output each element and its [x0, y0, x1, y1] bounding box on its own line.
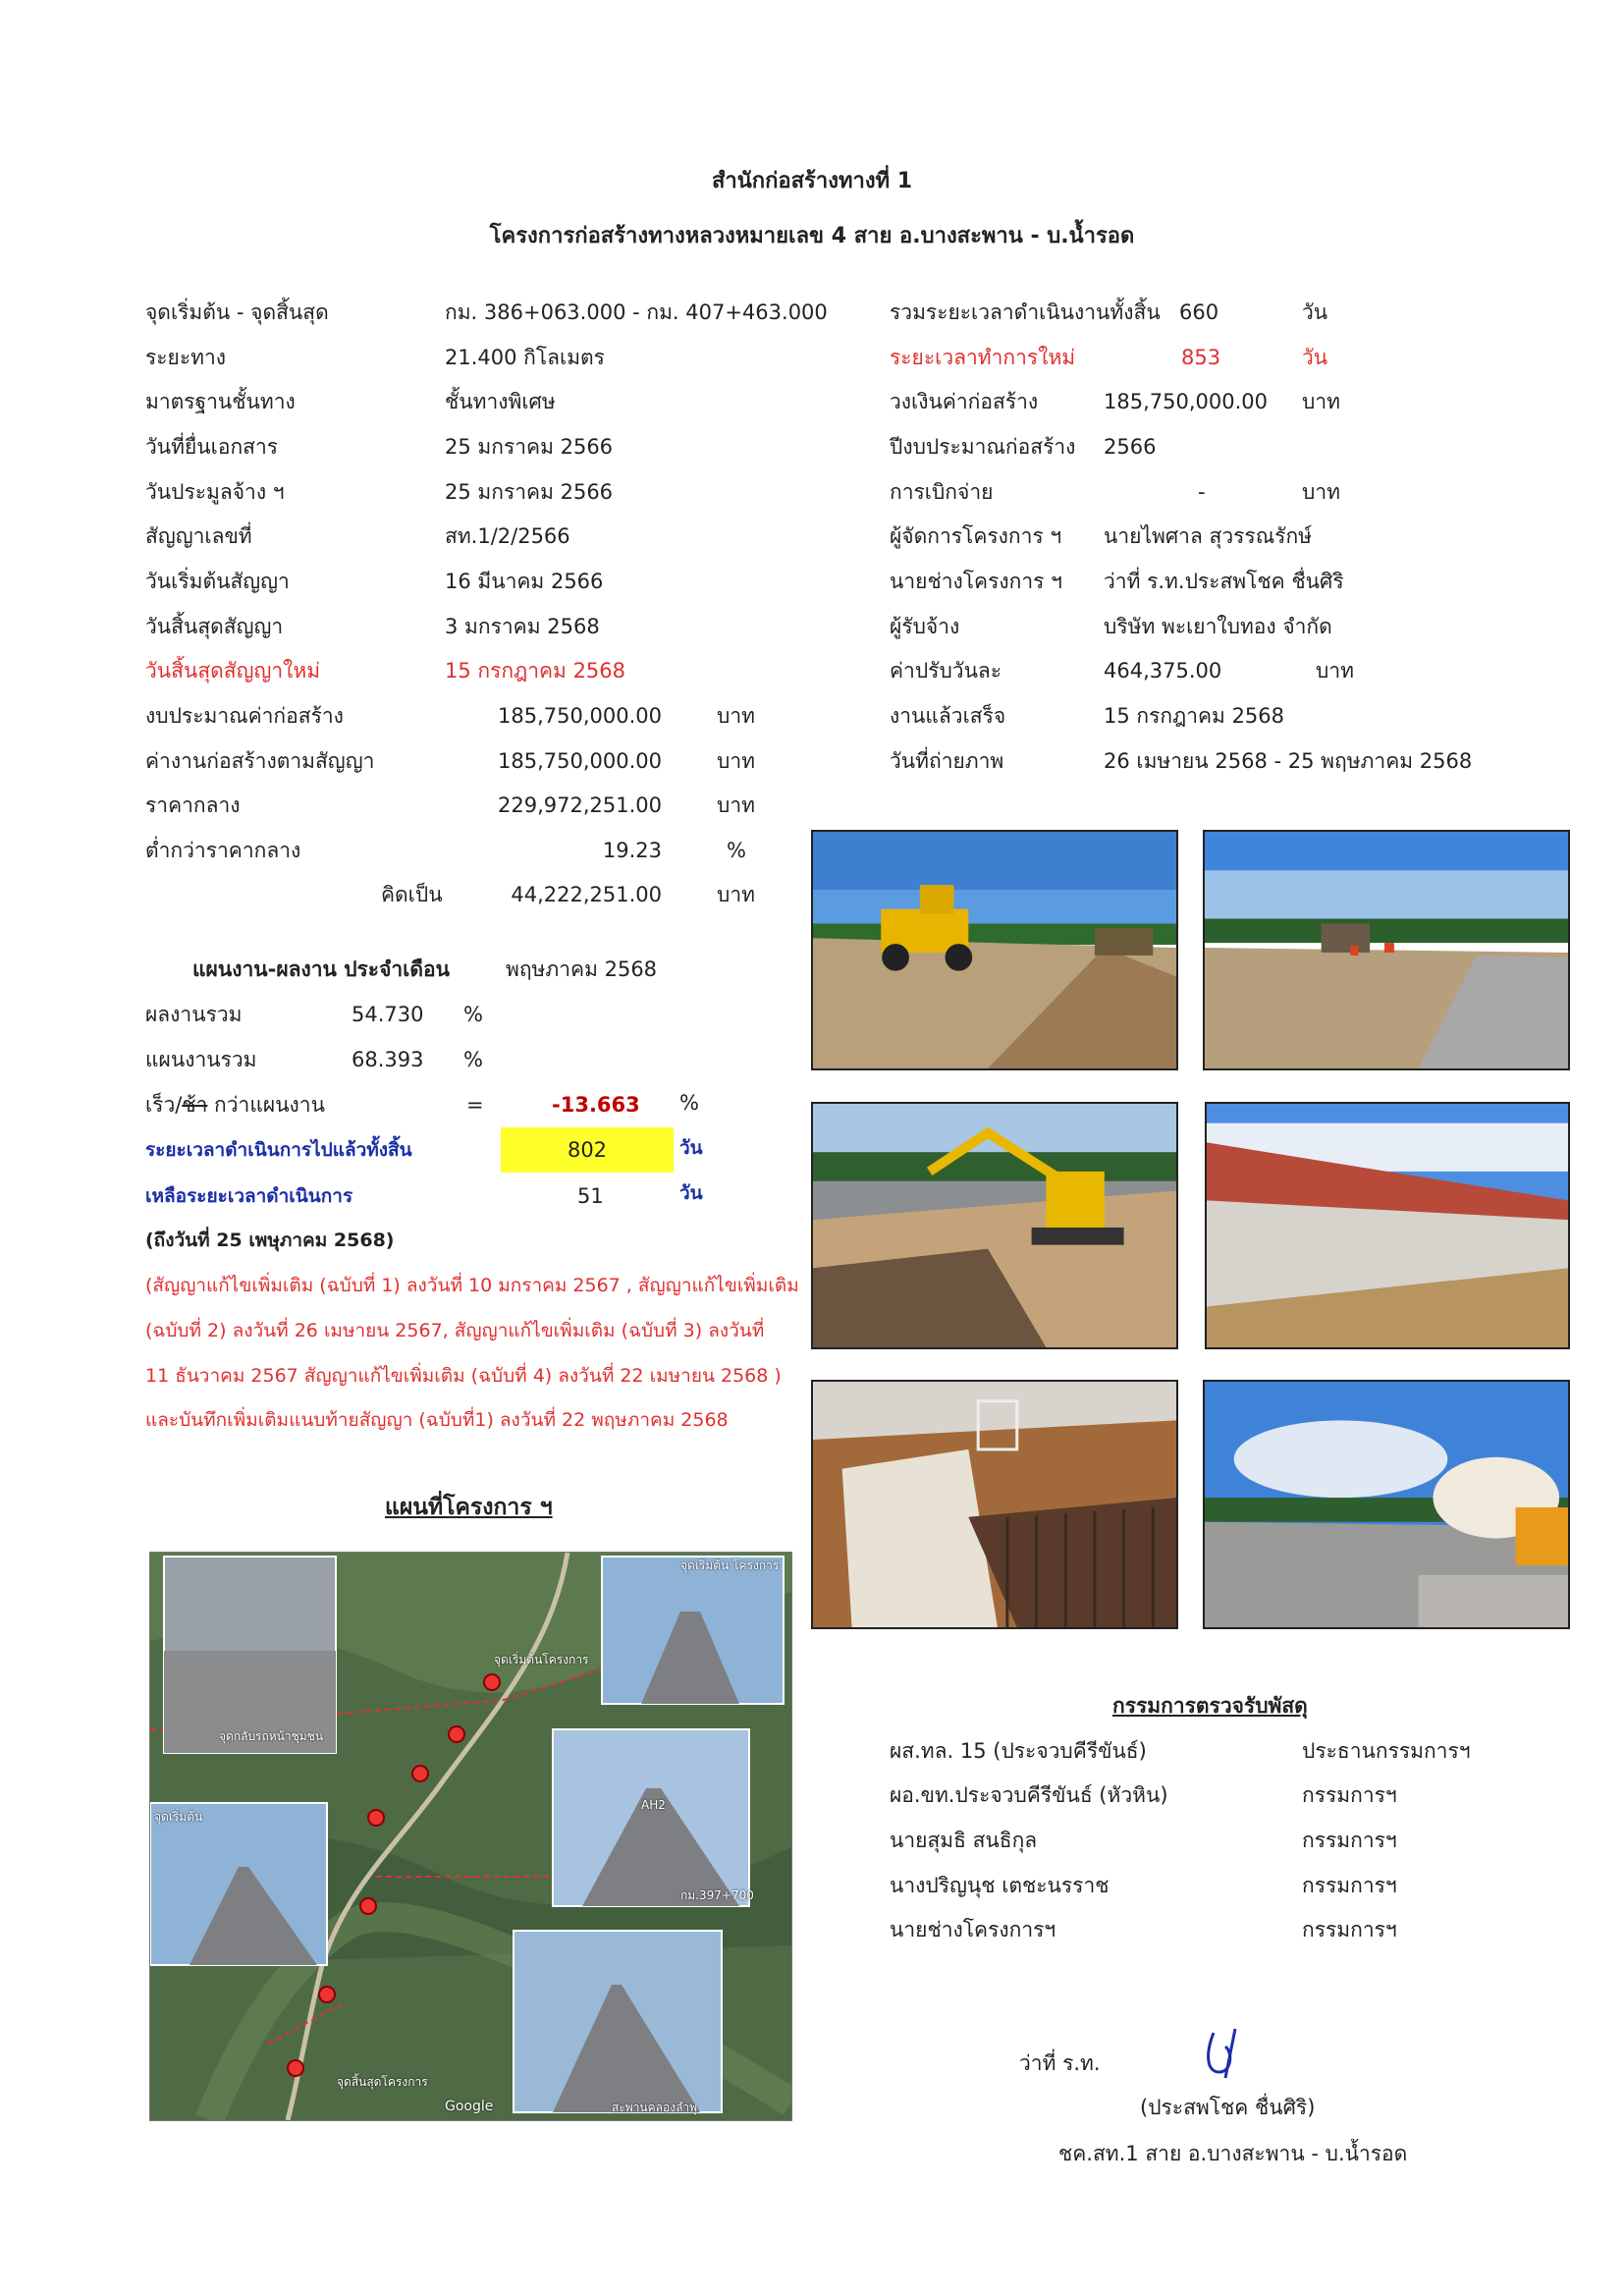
diff-label-fast: เร็ว/: [145, 1093, 183, 1117]
diff-equals: =: [466, 1093, 484, 1117]
info-value-new-duration: 853: [1181, 346, 1221, 369]
map-label-km: กม.397+700: [680, 1888, 754, 1902]
diff-unit: %: [679, 1091, 699, 1115]
excavator-photo-icon: [811, 1102, 1178, 1349]
committee-member-name: นายสุมธิ สนธิกุล: [890, 1829, 1038, 1852]
grader-photo-icon: [811, 830, 1178, 1070]
money-value: 185,750,000.00: [498, 749, 662, 773]
progress-month: พฤษภาคม 2568: [506, 957, 658, 981]
info-label: ค่าปรับวันละ: [890, 659, 1002, 683]
info-label: จุดเริ่มต้น - จุดสิ้นสุด: [145, 301, 329, 324]
money-unit: %: [727, 839, 746, 862]
signature-mark-icon: [1196, 2023, 1255, 2082]
plan-label: แผนงานรวม: [145, 1048, 257, 1071]
info-value: 26 เมษายน 2568 - 25 พฤษภาคม 2568: [1104, 749, 1473, 773]
info-value: 25 มกราคม 2566: [445, 480, 614, 504]
info-value: กม. 386+063.000 - กม. 407+463.000: [445, 301, 828, 324]
info-value: 21.400 กิโลเมตร: [445, 346, 605, 369]
actual-label: ผลงานรวม: [145, 1003, 243, 1026]
info-value: ว่าที่ ร.ท.ประสพโชค ชื่นศิริ: [1104, 570, 1344, 593]
info-value: บริษัท พะเยาใบทอง จำกัด: [1104, 615, 1332, 638]
info-value: 660: [1179, 301, 1219, 324]
committee-member-role: กรรมการฯ: [1302, 1829, 1397, 1852]
info-label: วงเงินค่าก่อสร้าง: [890, 390, 1039, 413]
money-label: งบประมาณค่าก่อสร้าง: [145, 704, 344, 728]
info-label: การเบิกจ่าย: [890, 480, 994, 504]
map-label-ah2: AH2: [641, 1798, 666, 1812]
committee-member-name: ผอ.ขท.ประจวบคีรีขันธ์ (หัวหิน): [890, 1783, 1168, 1807]
amendment-line: และบันทึกเพิ่มเติมแนบท้ายสัญญา (ฉบับที่1) ลงวันที่ 22 พฤษภาคม 2568: [145, 1409, 729, 1431]
actual-unit: %: [463, 1003, 483, 1026]
project-title: โครงการก่อสร้างทางหลวงหมายเลข 4 สาย อ.บางสะพาน - บ.น้ำรอด: [489, 224, 1135, 248]
remain-label: เหลือระยะเวลาดำเนินการ: [145, 1185, 353, 1207]
info-label: รวมระยะเวลาดำเนินงานทั้งสิ้น: [890, 301, 1161, 324]
money-label: ราคากลาง: [145, 793, 241, 817]
map-label-bridge: สะพานคลองลำพู: [612, 2101, 698, 2114]
info-label: วันที่ถ่ายภาพ: [890, 749, 1004, 773]
info-label: สัญญาเลขที่: [145, 524, 252, 548]
info-label: มาตรฐานชั้นทาง: [145, 390, 296, 413]
map-label-end: จุดสิ้นสุดโครงการ: [337, 2075, 428, 2089]
signer-name: (ประสพโชค ชื่นศิริ): [1140, 2096, 1316, 2119]
info-value: ชั้นทางพิเศษ: [445, 390, 556, 413]
money-label: คิดเป็น: [381, 883, 443, 906]
concrete-mixer-truck-photo-icon: [1203, 1380, 1570, 1629]
diff-label-slow: ช้า: [182, 1093, 208, 1117]
committee-title: กรรมการตรวจรับพัสดุ: [1112, 1694, 1308, 1718]
money-value: 185,750,000.00: [498, 704, 662, 728]
committee-member-name: ผส.ทล. 15 (ประจวบคีรีขันธ์): [890, 1739, 1147, 1763]
project-map: [149, 1552, 792, 2121]
info-value-new-end: 15 กรกฎาคม 2568: [445, 659, 626, 683]
info-unit: บาท: [1316, 659, 1354, 683]
info-value: สท.1/2/2566: [445, 524, 570, 548]
map-label-point: จุดเริ่มต้น: [154, 1810, 203, 1824]
money-value: 229,972,251.00: [498, 793, 662, 817]
committee-member-name: นายช่างโครงการฯ: [890, 1918, 1056, 1941]
map-title: แผนที่โครงการ ฯ: [385, 1495, 553, 1520]
money-value: 19.23: [602, 839, 662, 862]
elapsed-unit: วัน: [679, 1137, 703, 1159]
map-label-start-2: จุดเริ่มต้นโครงการ: [494, 1653, 589, 1667]
diff-label: [145, 1092, 325, 1118]
money-value: 44,222,251.00: [511, 883, 662, 906]
info-unit-new-duration: วัน: [1302, 346, 1328, 369]
committee-member-role: ประธานกรรมการฯ: [1302, 1739, 1471, 1763]
remain-value: 51: [577, 1184, 604, 1208]
amendment-line: (สัญญาแก้ไขเพิ่มเติม (ฉบับที่ 1) ลงวันที่ 10 มกราคม 2567 , สัญญาแก้ไขเพิ่มเติม: [145, 1275, 799, 1296]
info-value: 16 มีนาคม 2566: [445, 570, 604, 593]
remain-unit: วัน: [679, 1182, 703, 1204]
elapsed-label: ระยะเวลาดำเนินการไปแล้วทั้งสิ้น: [145, 1139, 412, 1161]
info-label: วันประมูลจ้าง ฯ: [145, 480, 285, 504]
info-label: ผู้รับจ้าง: [890, 615, 960, 638]
info-value: 464,375.00: [1104, 659, 1222, 683]
info-label: นายช่างโครงการ ฯ: [890, 570, 1062, 593]
info-label: ปีงบประมาณก่อสร้าง: [890, 435, 1076, 459]
signer-position: ชค.สท.1 สาย อ.บางสะพาน - บ.น้ำรอด: [1058, 2142, 1408, 2165]
committee-member-role: กรรมการฯ: [1302, 1783, 1397, 1807]
info-value: -: [1198, 480, 1206, 504]
info-value: 2566: [1104, 435, 1157, 459]
info-value: 185,750,000.00: [1104, 390, 1268, 413]
actual-value: 54.730: [352, 1003, 424, 1026]
money-unit: บาท: [717, 883, 755, 906]
diff-label-rest: กว่าแผนงาน: [207, 1093, 325, 1117]
committee-member-name: นางปริญนุช เตชะนรราช: [890, 1874, 1110, 1897]
as-of-date: (ถึงวันที่ 25 เพษุภาคม 2568): [145, 1230, 395, 1251]
money-label: ค่างานก่อสร้างตามสัญญา: [145, 749, 375, 773]
info-value: 15 กรกฎาคม 2568: [1104, 704, 1285, 728]
info-unit: วัน: [1302, 301, 1328, 324]
plan-value: 68.393: [352, 1048, 424, 1071]
info-label: วันเริ่มต้นสัญญา: [145, 570, 290, 593]
signer-rank: ว่าที่ ร.ท.: [1019, 2051, 1101, 2075]
money-unit: บาท: [717, 749, 755, 773]
info-value: 25 มกราคม 2566: [445, 435, 614, 459]
road-base-photo-icon: [1203, 830, 1570, 1070]
info-label: ระยะทาง: [145, 346, 227, 369]
plan-unit: %: [463, 1048, 483, 1071]
office-title: สำนักก่อสร้างทางที่ 1: [711, 169, 913, 193]
info-value: 3 มกราคม 2568: [445, 615, 600, 638]
progress-title: แผนงาน-ผลงาน ประจำเดือน: [192, 957, 450, 981]
money-unit: บาท: [717, 793, 755, 817]
committee-member-role: กรรมการฯ: [1302, 1874, 1397, 1897]
info-label: งานแล้วเสร็จ: [890, 704, 1006, 728]
elapsed-value: 802: [501, 1127, 674, 1173]
info-label: วันสิ้นสุดสัญญา: [145, 615, 284, 638]
rebar-trench-photo-icon: [811, 1380, 1178, 1629]
concrete-wall-formwork-photo-icon: [1205, 1102, 1570, 1349]
info-label-new-duration: ระยะเวลาทำการใหม่: [890, 346, 1076, 369]
info-unit: บาท: [1302, 480, 1340, 504]
amendment-line: 11 ธันวาคม 2567 สัญญาแก้ไขเพิ่มเติม (ฉบับที่ 4) ลงวันที่ 22 เมษายน 2568 ): [145, 1365, 782, 1387]
info-unit: บาท: [1302, 390, 1340, 413]
diff-value: -13.663: [552, 1093, 640, 1117]
map-label-uturn: จุดกลับรถหน้าชุมชน: [219, 1729, 324, 1743]
info-value: นายไพศาล สุวรรณรักษ์: [1104, 524, 1313, 548]
committee-member-role: กรรมการฯ: [1302, 1918, 1397, 1941]
info-label-new-end: วันสิ้นสุดสัญญาใหม่: [145, 659, 321, 683]
info-label: ผู้จัดการโครงการ ฯ: [890, 524, 1062, 548]
map-label-google: Google: [445, 2099, 494, 2114]
info-label: วันที่ยื่นเอกสาร: [145, 435, 279, 459]
map-label-start: จุดเริ่มต้น โครงการ: [680, 1558, 780, 1572]
money-unit: บาท: [717, 704, 755, 728]
amendment-line: (ฉบับที่ 2) ลงวันที่ 26 เมษายน 2567, สัญญาแก้ไขเพิ่มเติม (ฉบับที่ 3) ลงวันที่: [145, 1320, 765, 1341]
money-label: ต่ำกว่าราคากลาง: [145, 839, 301, 862]
